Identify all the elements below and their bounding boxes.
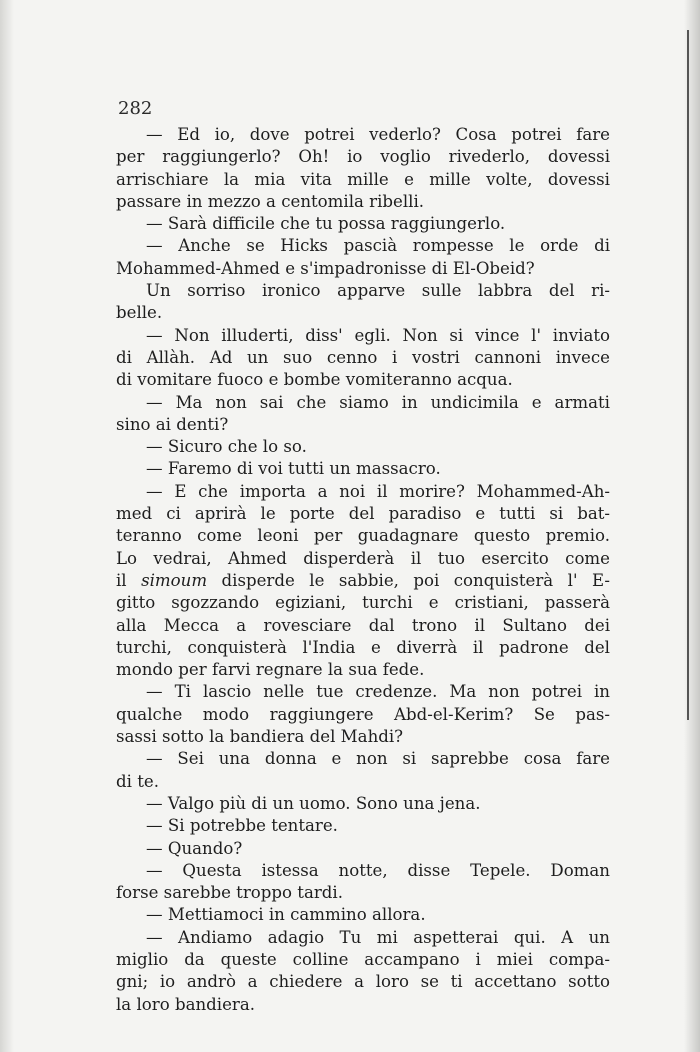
text-line: arrischiare la mia vita mille e mille volte, dovessi [116,169,610,189]
text-line: miglio da queste colline accampano i miei compa- [116,949,610,969]
text-line: — Sarà difficile che tu possa raggiungerlo. [146,214,506,234]
text-line: — Questa istessa notte, disse Tepele. Doman [146,860,610,880]
text-line: — Non illuderti, diss' egli. Non si vince l' inviato [146,325,610,345]
text-line: — Ma non sai che siamo in undicimila e armati [146,392,610,412]
text-line: di vomitare fuoco e bombe vomiteranno acqua. [116,370,513,390]
text-line: per raggiungerlo? Oh! io voglio rivederlo, dovessi [116,147,610,167]
text-line: — Quando? [146,838,243,858]
text-line: la loro bandiera. [116,994,256,1014]
text-line: — Valgo più di un uomo. Sono una jena. [146,793,481,813]
text-line: di Allàh. Ad un suo cenno i vostri cannoni invece [116,347,610,367]
text-line: passare in mezzo a centomila ribelli. [116,191,425,211]
text-line: — Sei una donna e non si saprebbe cosa fare [146,749,610,769]
text-line: — Ed io, dove potrei vederlo? Cosa potrei fare [146,125,610,144]
text-line: belle. [116,303,163,323]
text-line: — Mettiamoci in cammino allora. [146,905,426,925]
text-line: mondo per farvi regnare la sua fede. [116,660,425,680]
text-line: qualche modo raggiungere Abd-el-Kerim? Se pas- [116,704,610,724]
left-page-shadow [0,0,14,1052]
text-line: — Ti lascio nelle tue credenze. Ma non potrei in [146,682,610,702]
text-line: Mohammed-Ahmed e s'impadronisse di El-Obeid? [116,258,535,278]
text-line: forse sarebbe troppo tardi. [116,883,343,903]
text-line: — E che importa a noi il morire? Mohammed-Ah- [146,481,610,501]
text-line: sino ai denti? [116,414,229,434]
text-line: sassi sotto la bandiera del Mahdi? [116,727,404,747]
text-line: — Anche se Hicks pascià rompesse le orde di [146,236,610,256]
text-line: turchi, conquisterà l'India e diverrà il padrone del [116,637,610,657]
text-line: Lo vedrai, Ahmed disperderà il tuo esercito come [116,548,610,568]
text-line: gni; io andrò a chiedere a loro se ti accettano sotto [116,972,610,992]
text-line: teranno come leoni per guadagnare questo premio. [116,526,610,546]
text-line: di te. [116,771,159,791]
text-line: — Faremo di voi tutti un massacro. [146,459,441,479]
text-line: Un sorriso ironico apparve sulle labbra del ri- [146,281,610,301]
text-line: il simoum disperde le sabbie, poi conquisterà l' E- [116,570,611,590]
text-line: med ci aprirà le porte del paradiso e tutti si bat- [116,504,610,524]
text-line: — Andiamo adagio Tu mi aspetterai qui. A un [146,927,610,947]
body-text [116,124,610,1016]
text-line: — Sicuro che lo so. [146,437,307,457]
text-line: — Si potrebbe tentare. [146,816,338,836]
text-line: alla Mecca a rovesciare dal trono il Sultano dei [116,615,610,635]
page-edge-line [687,30,689,720]
text-line: gitto sgozzando egiziani, turchi e cristiani, passerà [116,593,610,613]
page-number: 282 [118,98,153,119]
